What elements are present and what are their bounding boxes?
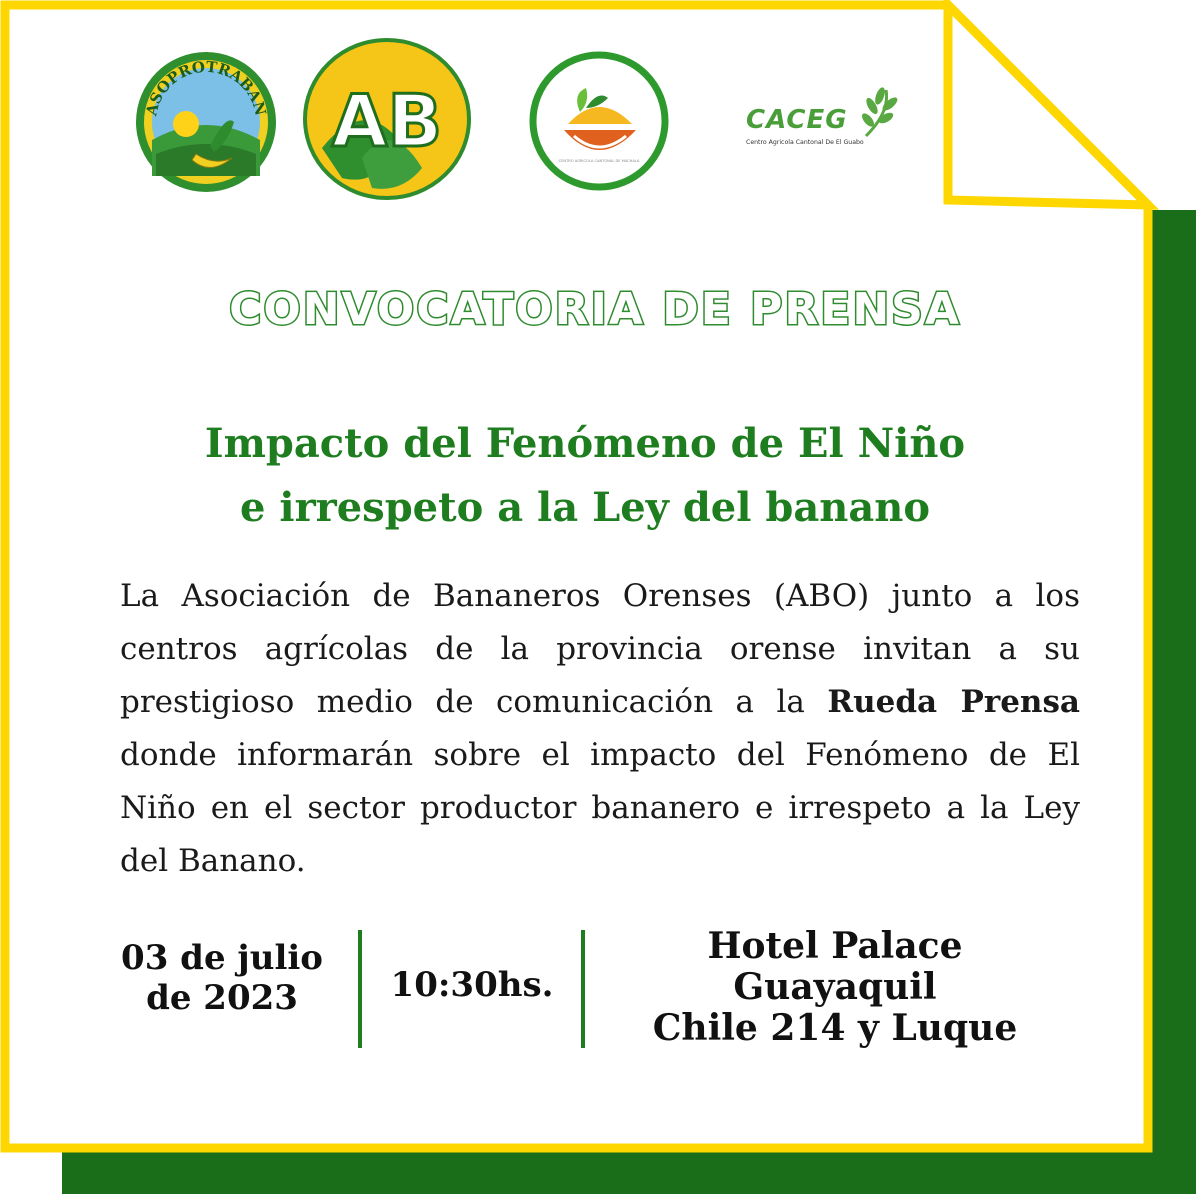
centro-agricola-logo [528, 50, 670, 192]
abo-logo [302, 38, 472, 200]
page-title: CONVOCATORIA DE PRENSA [229, 284, 961, 335]
body-paragraph [120, 570, 1080, 888]
caceg-logo-subtext: Centro Agricola Cantonal De El Guabo [746, 139, 864, 146]
divider-1 [358, 930, 362, 1048]
event-date-line-2: de 2023 [146, 978, 298, 1018]
event-date [100, 938, 344, 1018]
caceg-logo [740, 82, 900, 162]
centro-agricola-logo-text: CENTRO AGRICOLA CANTONAL DE MACHALA [558, 159, 640, 163]
asoprotraban-logo [134, 50, 278, 194]
divider-2 [581, 930, 585, 1048]
body-text-start: La Asociación de Bananeros Orenses (ABO) junto a los centros agrícolas de la provincia orense invitan a su prestigioso medio de comunicación a la [120, 578, 1080, 720]
caceg-logo-text: CACEG [746, 105, 848, 135]
body-text-end: donde informarán sobre el impacto del Fenómeno de El Niño en el sector productor bananero e irrespeto a la Ley del Banano. [120, 737, 1080, 879]
event-venue-line-1: Hotel Palace [707, 925, 963, 967]
body-text-bold: Rueda Prensa [827, 684, 1080, 720]
green-shadow-edge [1146, 210, 1196, 1194]
event-venue-line-2: Guayaquil [733, 966, 937, 1008]
asoprotraban-logo-text: ASOPROTRABAN [142, 57, 270, 118]
event-venue [610, 926, 1060, 1049]
headline-line-2: e irrespeto a la Ley del banano [240, 484, 930, 531]
event-venue-line-3: Chile 214 y Luque [652, 1007, 1018, 1049]
abo-logo-text: AB [331, 79, 443, 163]
event-date-line-1: 03 de julio [121, 938, 323, 978]
headline-line-1: Impacto del Fenómeno de El Niño [204, 420, 966, 467]
folded-corner [948, 5, 1148, 205]
event-time: 10:30hs. [390, 965, 554, 1005]
green-shadow-bottom [62, 1146, 1196, 1194]
headline [100, 412, 1070, 540]
